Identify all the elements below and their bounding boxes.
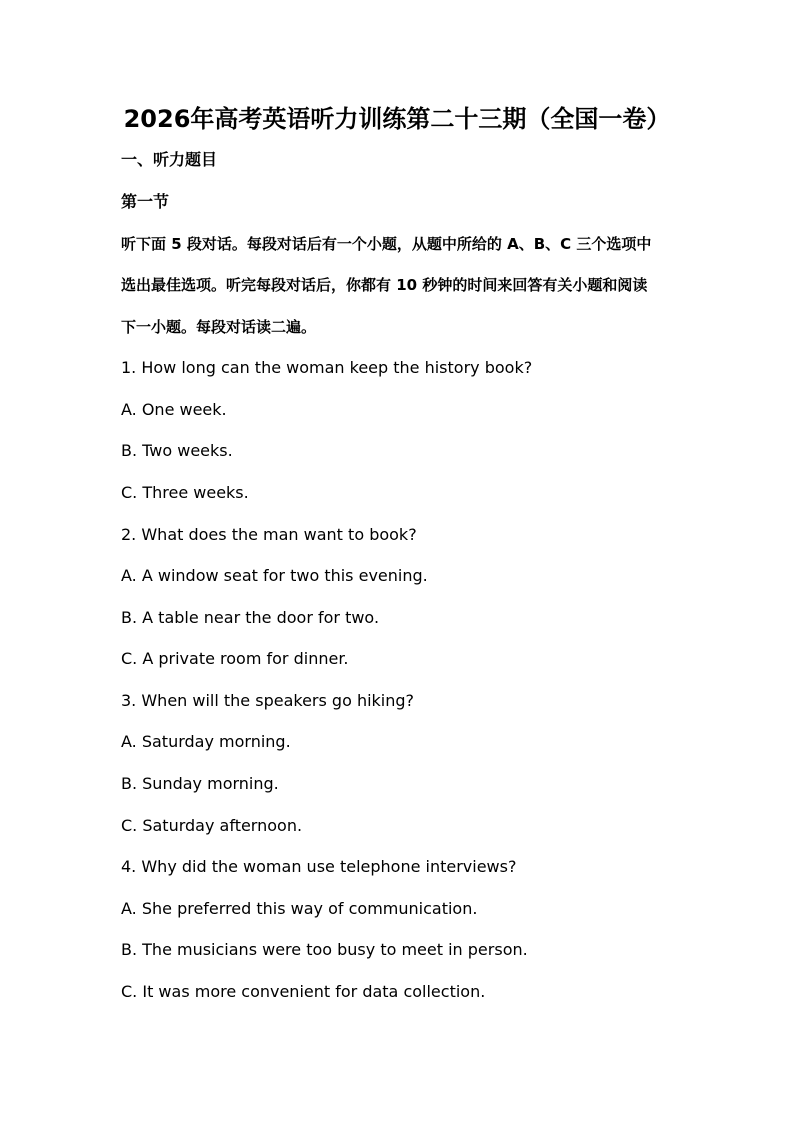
instruction-line: 下一小题。每段对话读二遍。	[121, 318, 317, 336]
answer-option: A. One week.	[121, 400, 227, 419]
answer-option: A. A window seat for two this evening.	[121, 566, 428, 585]
answer-option: A. Saturday morning.	[121, 732, 291, 751]
answer-option: C. Three weeks.	[121, 483, 249, 502]
question-stem: 3. When will the speakers go hiking?	[121, 691, 415, 710]
section-heading: 一、听力题目	[121, 150, 218, 169]
answer-option: B. Sunday morning.	[121, 774, 279, 793]
instruction-line: 听下面 5 段对话。每段对话后有一个小题，从题中所给的 A、B、C 三个选项中	[121, 235, 652, 253]
answer-option: C. Saturday afternoon.	[121, 816, 303, 835]
answer-option: C. It was more convenient for data collection.	[121, 982, 486, 1001]
answer-option: B. The musicians were too busy to meet in person.	[121, 940, 528, 959]
subsection-heading: 第一节	[121, 192, 170, 211]
document-title: 2026年高考英语听力训练第二十三期（全国一卷）	[123, 105, 671, 133]
question-stem: 2. What does the man want to book?	[121, 525, 417, 544]
answer-option: C. A private room for dinner.	[121, 649, 349, 668]
question-stem: 4. Why did the woman use telephone interviews?	[121, 857, 517, 876]
answer-option: B. Two weeks.	[121, 441, 233, 460]
instruction-line: 选出最佳选项。听完每段对话后，你都有 10 秒钟的时间来回答有关小题和阅读	[121, 276, 648, 294]
answer-option: A. She preferred this way of communication.	[121, 899, 478, 918]
answer-option: B. A table near the door for two.	[121, 608, 380, 627]
question-stem: 1. How long can the woman keep the history book?	[121, 358, 533, 377]
